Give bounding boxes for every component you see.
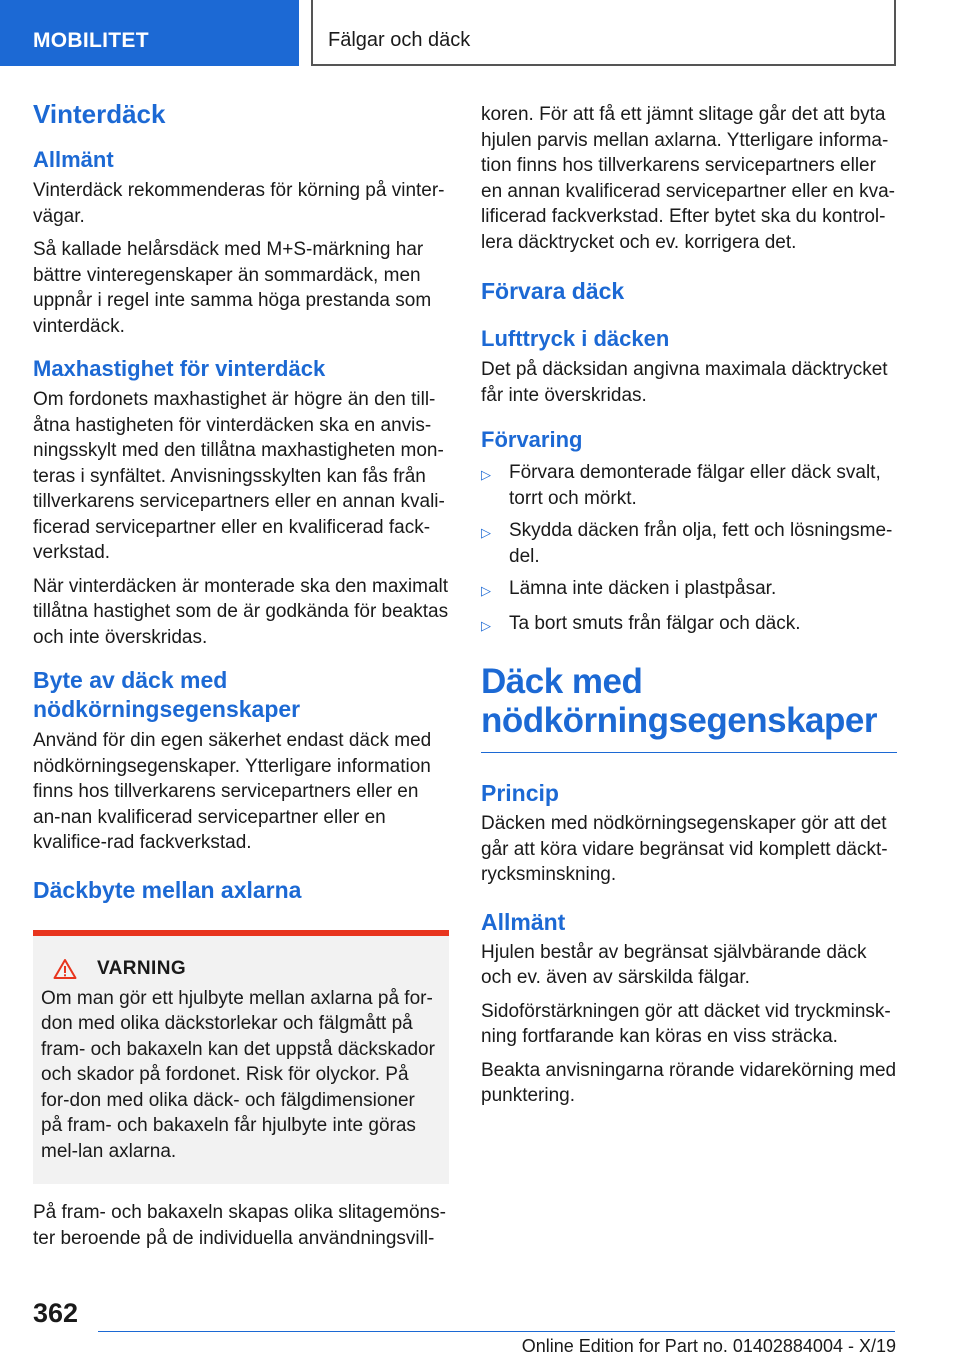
principle-heading: Princip [481,780,559,806]
storage-heading: Förvaring [481,427,583,452]
chapter-tab [311,0,896,66]
runflat-change-paragraph: Använd för din egen säkerhet endast däck med nödkörningsegenskaper. Ytterligare information finns hos tillverkarens servicepartners eller en an-nan kvalificerad servicepartner eller en kvalifice-rad fackverkstad. [33,730,432,853]
footer-divider [98,1331,895,1332]
bullet-triangle-icon: ▷ [481,467,491,482]
list-item: ▷ Lämna inte däcken i plastpåsar. [481,576,897,604]
section-tab [0,0,299,66]
winter-tyres-title: Vinterdäck [33,99,166,129]
runflat-change-heading: Byte av däck med nödkörningsegenskaper [33,667,301,722]
warning-title: VARNING [97,957,187,979]
bullet-triangle-icon: ▷ [481,525,491,540]
runflat-general-paragraph-3: Beakta anvisningarna rörande vidarekörning med punktering. [481,1059,897,1106]
section-label: MOBILITET [33,29,149,52]
general-paragraph-1: Vinterdäck rekommenderas för körning på vinter-vägar. [33,180,445,227]
runflat-general-paragraph-2: Sidoförstärkningen gör att däcket vid tryckminsk-ning fortfarande kan köras en viss sträcka. [481,1000,891,1047]
list-item: ▷ Skydda däcken från olja, fett och lösningsme-del. [481,518,897,569]
page-header [0,0,960,66]
warning-box [33,930,449,1185]
max-speed-heading: Maxhastighet för vinterdäck [33,356,326,381]
tyre-pressure-heading: Lufttryck i däcken [481,326,670,351]
runflat-general-heading: Allmänt [481,908,566,935]
max-speed-paragraph-2: När vinterdäcken är monterade ska den maximalt tillåtna hastighet som de är godkända för beaktas och inte överskridas. [33,575,449,648]
bullet-triangle-icon: ▷ [481,583,491,598]
warning-triangle-icon [53,958,77,980]
storage-list [481,460,897,638]
bullet-triangle-icon: ▷ [481,617,491,633]
continued-paragraph: koren. För att få ett jämnt slitage går det att byta hjulen parvis mellan axlarna. Ytterligare informa-tion finns hos tillverkarens servicepartners eller en annan kvalificerad servicepartner eller en kva-lificerad fackverkstad. Efter bytet ska du kontrol-lera däcktrycket och ev. korrigera det. [481,104,895,253]
warning-header [41,958,437,980]
chapter-label: Fälgar och däck [328,29,471,51]
warning-text: Om man gör ett hjulbyte mellan axlarna på for-don med olika däckstorlekar och fälgmått på fram- och bakaxeln kan det uppstå däckskador och skador på fordonet. Risk för olyckor. På for-don med olika däck- och fälgdimensioner på fram- och bakaxeln får hjulbyte inte göras mel-lan axlarna. [41,987,435,1162]
list-item: ▷ Förvara demonterade fälgar eller däck svalt, torrt och mörkt. [481,460,897,511]
axle-swap-paragraph: På fram- och bakaxeln skapas olika slitagemöns-ter beroende på de individuella användningsvill- [33,1202,446,1249]
list-item: ▷ Ta bort smuts från fälgar och däck. [481,611,897,639]
right-column [481,102,897,1117]
general-paragraph-2: Så kallade helårsdäck med M+S-märkning har bättre vinteregenskaper än sommardäck, men uppnår i regel inte samma höga prestanda som vinterdäck. [33,239,432,337]
page-number: 362 [33,1298,79,1328]
principle-paragraph: Däcken med nödkörningsegenskaper gör att det går att köra vidare begränsat vid komplett däckt-rycksminskning. [481,813,888,885]
general-heading: Allmänt [33,147,114,172]
store-tyres-title: Förvara däck [481,278,625,304]
runflat-tyres-title: Däck med nödkörningsegenskaper [481,662,897,753]
max-speed-paragraph-1: Om fordonets maxhastighet är högre än den till-åtna hastigheten för vinterdäcken ska en anvis-ningsskylt med den tillåtna maxhastigheten mon-teras i synfältet. Anvisningsskylten kan fås från tillverkarens servicepartners eller en annan kvali-ficerad servicepartner eller en kvalificerad fack-verkstad. [33,389,445,563]
edition-note: Online Edition for Part no. 01402884004 - X/19 [521,1336,896,1356]
runflat-general-paragraph-1: Hjulen består av begränsat självbärande däck och ev. även av särskilda fälgar. [481,941,867,988]
axle-swap-heading: Däckbyte mellan axlarna [33,876,302,903]
tyre-pressure-paragraph: Det på däcksidan angivna maximala däcktrycket får inte överskridas. [481,359,888,406]
left-column [33,98,449,1259]
